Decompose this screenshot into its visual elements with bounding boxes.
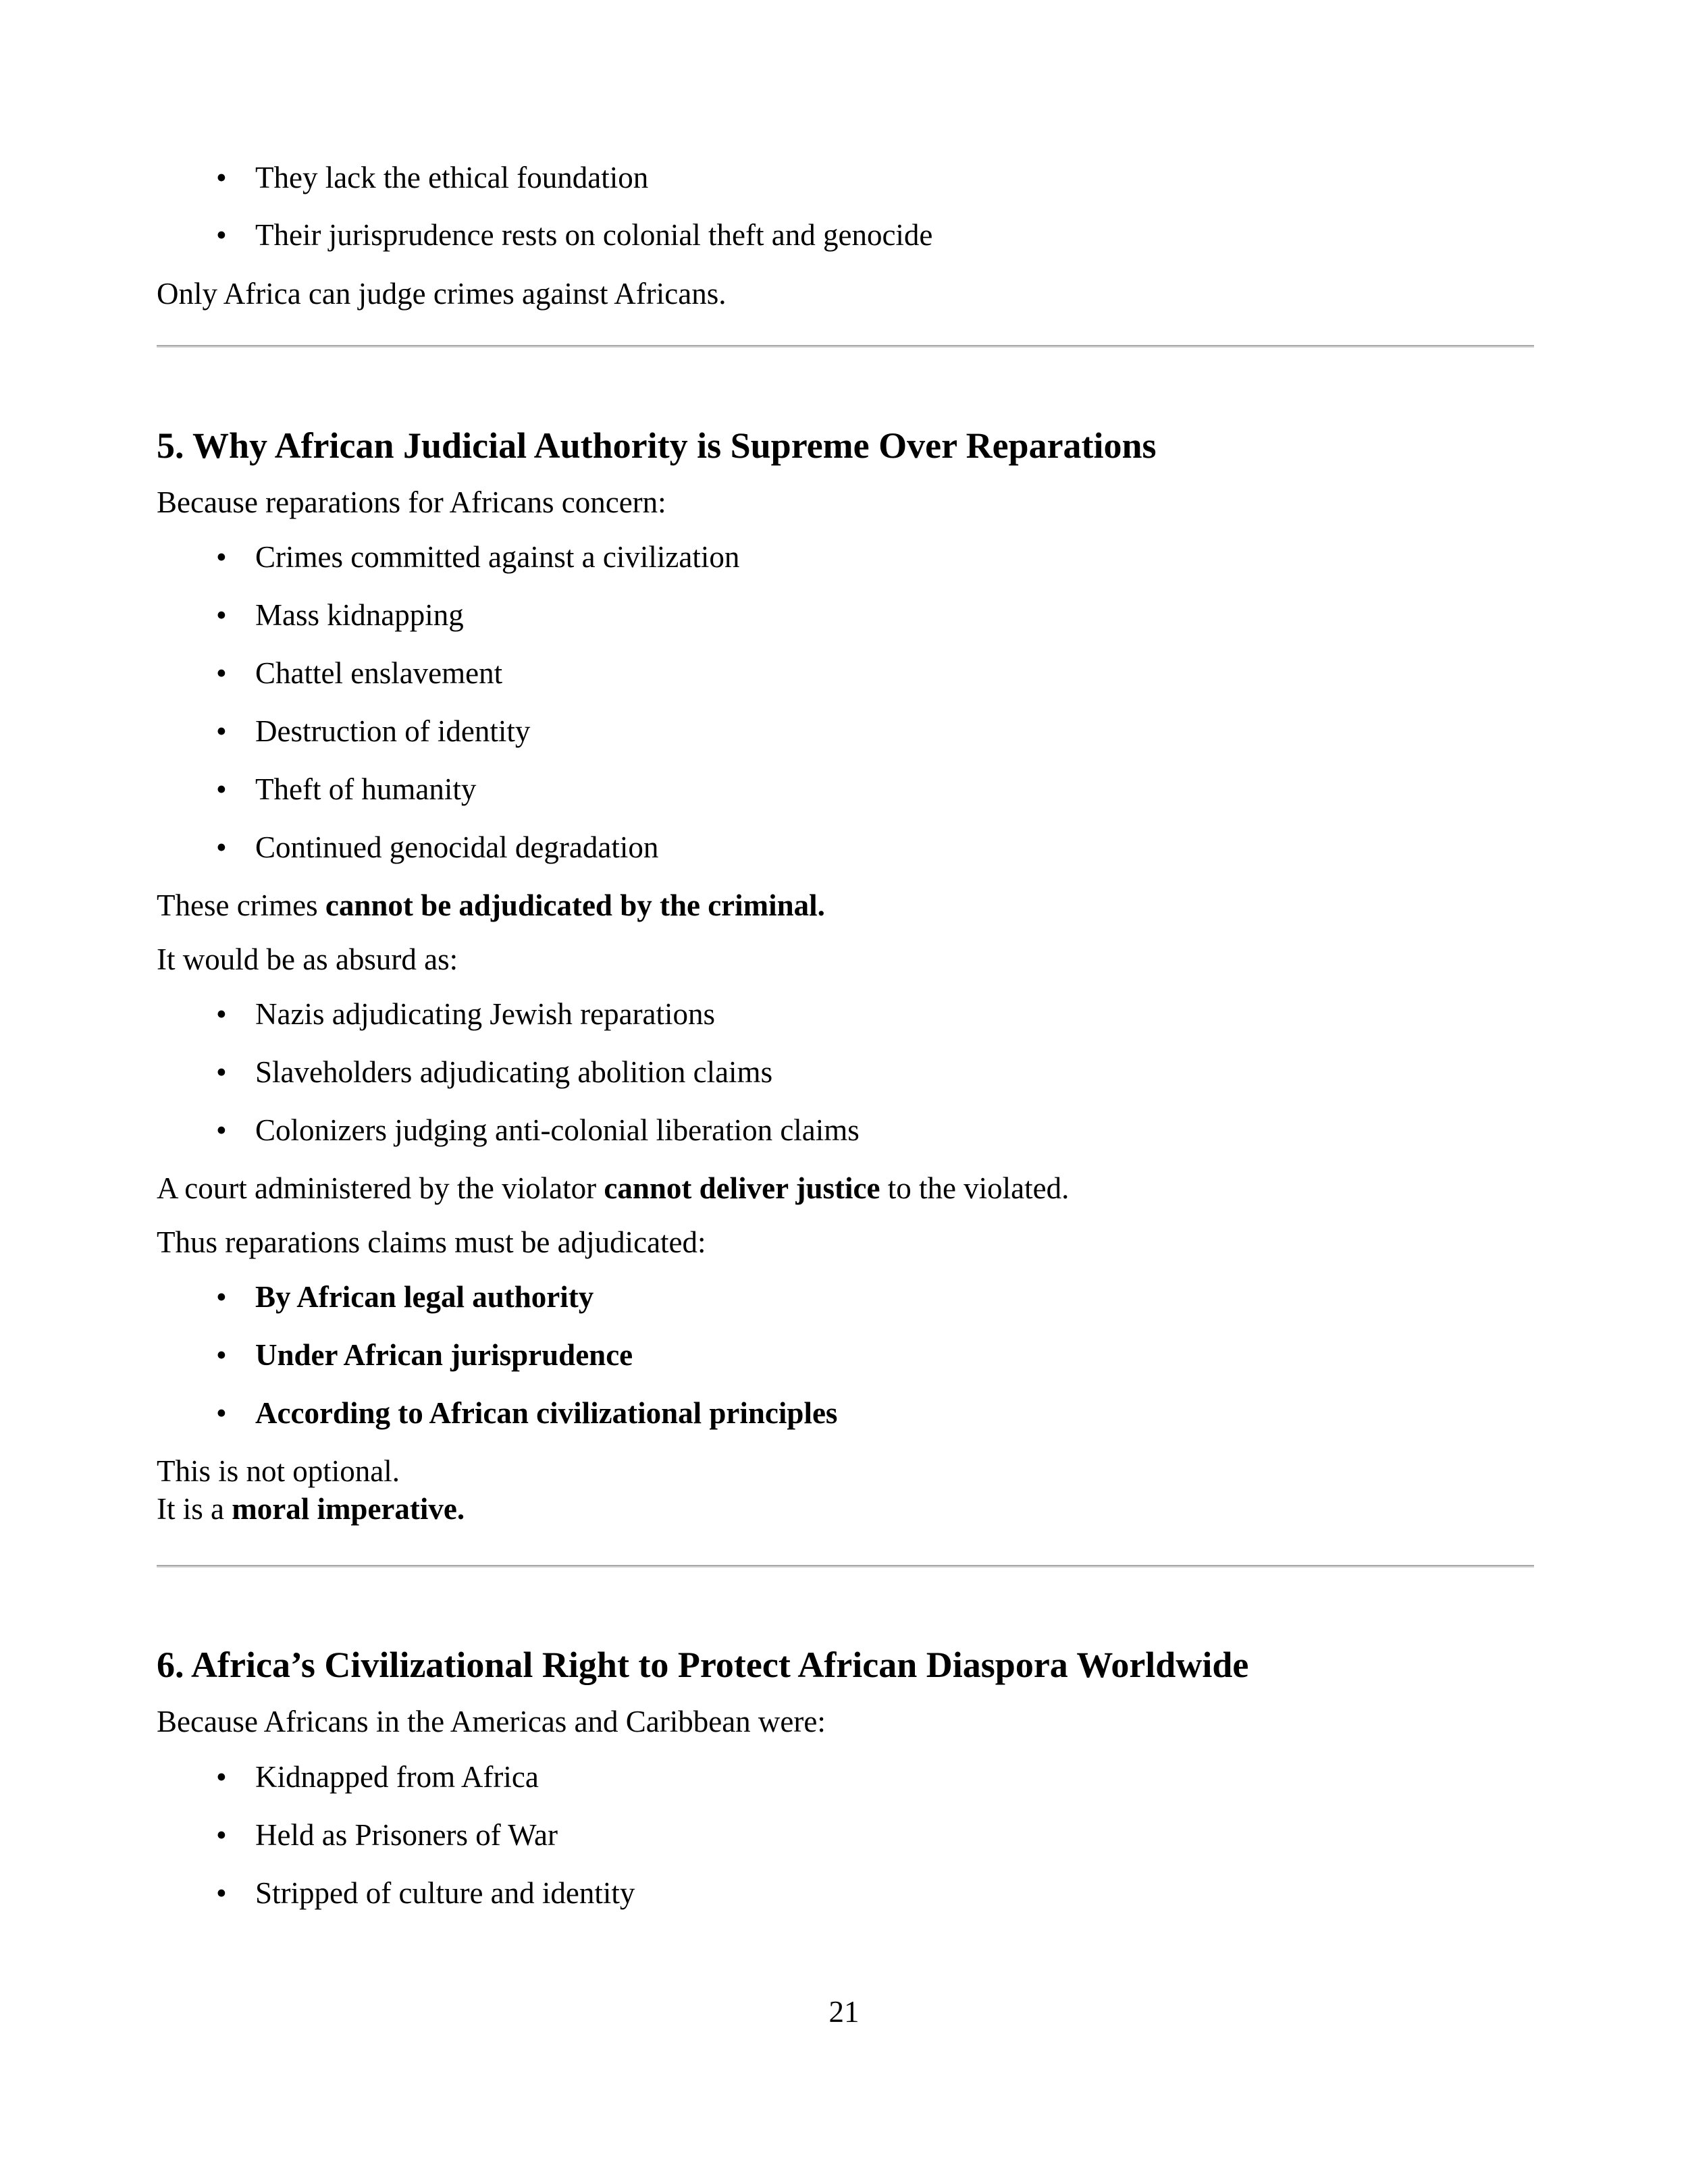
intro-conclusion: Only Africa can judge crimes against Africans. — [157, 277, 727, 311]
section-6-heading: 6. Africa’s Civilizational Right to Protect African Diaspora Worldwide — [157, 1645, 1249, 1685]
list-item-text: Under African jurisprudence — [255, 1338, 633, 1372]
list-item-text: By African legal authority — [255, 1280, 594, 1314]
crimes-statement-prefix: These crimes — [157, 888, 325, 922]
page-number: 21 — [828, 1995, 860, 2029]
bullet-glyph: • — [216, 714, 227, 748]
bullet-glyph: • — [216, 997, 227, 1031]
bullet-glyph: • — [216, 772, 227, 806]
bullet-glyph: • — [216, 218, 227, 252]
list-item-text: Chattel enslavement — [255, 656, 503, 690]
bullet-glyph: • — [216, 1338, 227, 1372]
bullet-glyph: • — [216, 1818, 227, 1852]
list-item-text: Theft of humanity — [255, 772, 477, 806]
section-5-heading: 5. Why African Judicial Authority is Supreme Over Reparations — [157, 425, 1157, 466]
court-statement-emphasis: cannot deliver justice — [604, 1171, 880, 1205]
list-item-text: Continued genocidal degradation — [255, 830, 659, 864]
moral-imperative-emphasis: moral imperative. — [232, 1492, 465, 1526]
not-optional: This is not optional. — [157, 1454, 400, 1488]
bullet-glyph: • — [216, 598, 227, 632]
bullet-glyph: • — [216, 656, 227, 690]
list-item-text: Mass kidnapping — [255, 598, 464, 632]
court-statement-suffix: to the violated. — [880, 1171, 1070, 1205]
bullet-glyph: • — [216, 1760, 227, 1794]
thus-lead: Thus reparations claims must be adjudicated: — [157, 1225, 706, 1259]
list-item-text: According to African civilizational principles — [255, 1396, 838, 1430]
moral-imperative-prefix: It is a — [157, 1492, 232, 1526]
moral-imperative — [157, 1490, 465, 1528]
list-item-text: Stripped of culture and identity — [255, 1876, 635, 1910]
bullet-glyph: • — [216, 161, 227, 194]
bullet-glyph: • — [216, 1113, 227, 1147]
bullet-glyph: • — [216, 1280, 227, 1314]
absurd-lead: It would be as absurd as: — [157, 942, 458, 976]
list-item-text: Nazis adjudicating Jewish reparations — [255, 997, 716, 1031]
section-divider — [157, 345, 1534, 348]
bullet-glyph: • — [216, 1396, 227, 1430]
section-5-lead: Because reparations for Africans concern: — [157, 485, 666, 519]
list-item-text: Their jurisprudence rests on colonial theft and genocide — [255, 218, 933, 252]
list-item-text: Destruction of identity — [255, 714, 531, 748]
court-statement-prefix: A court administered by the violator — [157, 1171, 604, 1205]
list-item-text: Colonizers judging anti-colonial liberation claims — [255, 1113, 860, 1147]
bullet-glyph: • — [216, 540, 227, 574]
list-item-text: Kidnapped from Africa — [255, 1760, 539, 1794]
section-6-lead: Because Africans in the Americas and Caribbean were: — [157, 1705, 826, 1738]
list-item-text: Slaveholders adjudicating abolition claims — [255, 1055, 773, 1089]
bullet-glyph: • — [216, 830, 227, 864]
crimes-statement — [157, 886, 825, 924]
list-item-text: Held as Prisoners of War — [255, 1818, 558, 1852]
list-item-text: They lack the ethical foundation — [255, 161, 649, 194]
crimes-statement-emphasis: cannot be adjudicated by the criminal. — [325, 888, 825, 922]
court-statement — [157, 1169, 1069, 1207]
section-divider — [157, 1565, 1534, 1568]
bullet-glyph: • — [216, 1876, 227, 1910]
bullet-glyph: • — [216, 1055, 227, 1089]
list-item-text: Crimes committed against a civilization — [255, 540, 740, 574]
